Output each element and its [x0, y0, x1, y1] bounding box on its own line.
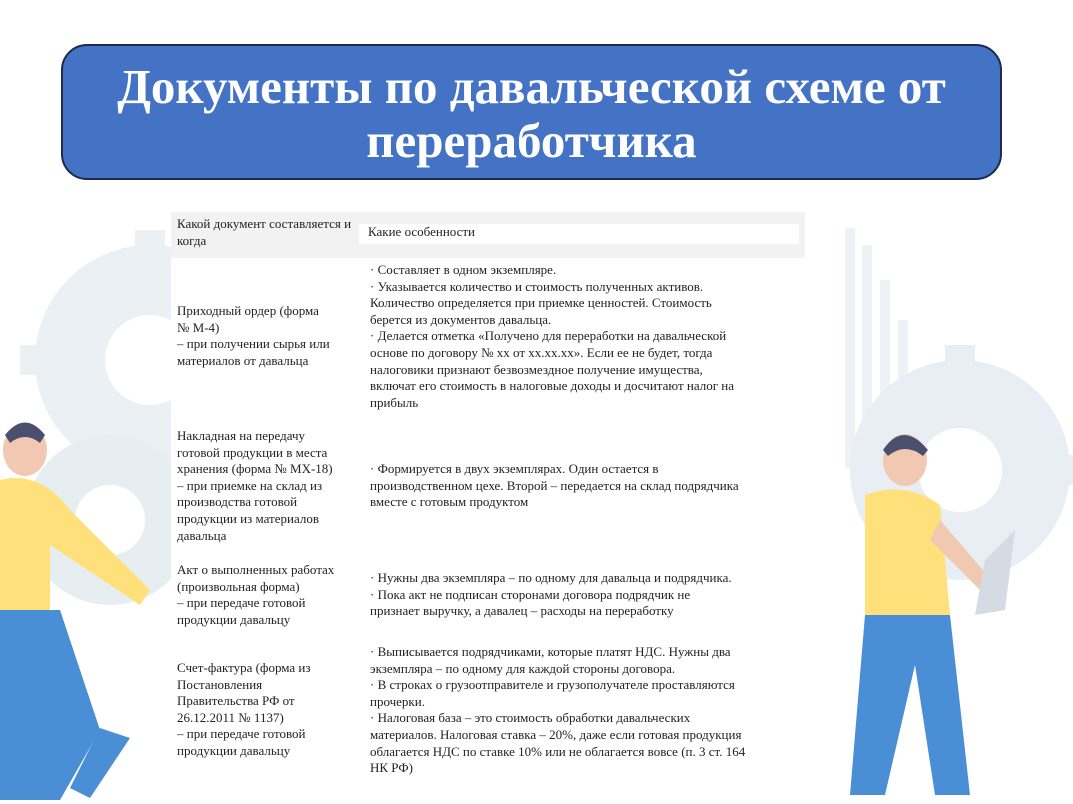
cell-line: · Пока акт не подписан сторонами договора подрядчик не — [370, 586, 691, 602]
cell-line: признает выручку, а давалец – расходы на переработку — [370, 603, 674, 619]
cell-line: № М-4) — [177, 319, 220, 335]
cell-line: Постановления — [177, 676, 263, 692]
cell-line: давальца — [177, 527, 227, 543]
bg-bar — [845, 228, 855, 468]
cell-line: прибыль — [370, 394, 419, 410]
cell-line: · Делается отметка «Получено для переработки на давальческой — [370, 328, 727, 344]
cell-line: (произвольная форма) — [177, 578, 300, 594]
table-row-3-features — [370, 570, 795, 620]
cell-line: Количество определяется при приемке ценностей. Стоимость — [370, 295, 712, 311]
cell-line: экземпляра – по одному для каждой стороны договора. — [370, 660, 676, 676]
cell-line: – при передаче готовой — [177, 726, 306, 742]
cell-line: · Нужны два экземпляра – по одному для давальца и подрядчика. — [370, 570, 732, 585]
cell-line: продукции давальцу — [177, 611, 291, 627]
cell-line: · Налоговая база – это стоимость обработки давальческих — [370, 710, 691, 726]
cell-line: 26.12.2011 № 1137) — [177, 709, 284, 725]
cell-line: Счет-фактура (форма из — [177, 660, 311, 675]
cell-line: налоговики признают безвозмездное получение имущества, — [370, 361, 703, 377]
cell-line: основе по договору № хх от хх.хх.хх». Если ее не будет, тогда — [370, 344, 713, 360]
cell-line: Накладная на передачу — [177, 428, 306, 443]
cell-line: продукции давальцу — [177, 742, 291, 758]
cell-line: прочерки. — [370, 693, 425, 709]
table-row-2-features — [370, 461, 795, 511]
table-row-4-document — [177, 660, 362, 760]
cell-line: хранения (форма № МХ-18) — [177, 461, 333, 477]
table-row-1-document — [177, 303, 362, 369]
cell-line: · Указывается количество и стоимость полученных активов. — [370, 278, 704, 294]
title-line-1: Документы по давальческой схеме от — [117, 59, 946, 114]
cell-line: – при передаче готовой — [177, 595, 306, 611]
cell-line: · Формируется в двух экземплярах. Один остается в — [370, 461, 659, 476]
page-title — [117, 56, 946, 168]
cell-line: Акт о выполненных работах — [177, 562, 335, 577]
cell-line: включат его стоимость в налоговые доходы и досчитают налог на — [370, 378, 735, 394]
cell-line: Правительства РФ от — [177, 693, 295, 709]
cell-line: производства готовой — [177, 494, 298, 510]
table-row-3-document — [177, 562, 362, 628]
cell-line: · Выписывается подрядчиками, которые платят НДС. Нужны два — [370, 644, 731, 659]
cell-line: вместе с готовым продуктом — [370, 494, 529, 510]
cell-line: продукции из материалов — [177, 510, 319, 526]
cell-line: берется из документов давальца. — [370, 311, 552, 327]
cell-line: облагается НДС по ставке 10% или не облагается вовсе (п. 3 ст. 164 — [370, 743, 746, 759]
cell-line: – при приемке на склад из — [177, 477, 323, 493]
cell-line: Приходный ордер (форма — [177, 303, 319, 318]
cell-line: материалов от давальца — [177, 352, 309, 368]
cell-line: готовой продукции в места — [177, 444, 328, 460]
header-features-column: Какие особенности — [368, 224, 476, 239]
table-header-row — [171, 212, 805, 258]
header-document-column: Какой документ составляется и когда — [177, 216, 352, 248]
cell-line: производственном цехе. Второй – передается на склад подрядчика — [370, 477, 739, 493]
documents-table — [171, 208, 807, 790]
title-banner — [61, 44, 1002, 180]
title-line-2: переработчика — [366, 113, 697, 168]
table-row-4-features — [370, 644, 795, 777]
table-row-1-features — [370, 262, 795, 411]
table-row-2-document — [177, 428, 362, 544]
cell-line: материалов. Налоговая ставка – 20%, даже если готовая продукция — [370, 726, 742, 742]
cell-line: · Составляет в одном экземпляре. — [370, 262, 557, 277]
cell-line: НК РФ) — [370, 760, 413, 776]
cell-line: · В строках о грузоотправителе и грузополучателе проставляются — [370, 677, 735, 693]
cell-line: – при получении сырья или — [177, 336, 330, 352]
